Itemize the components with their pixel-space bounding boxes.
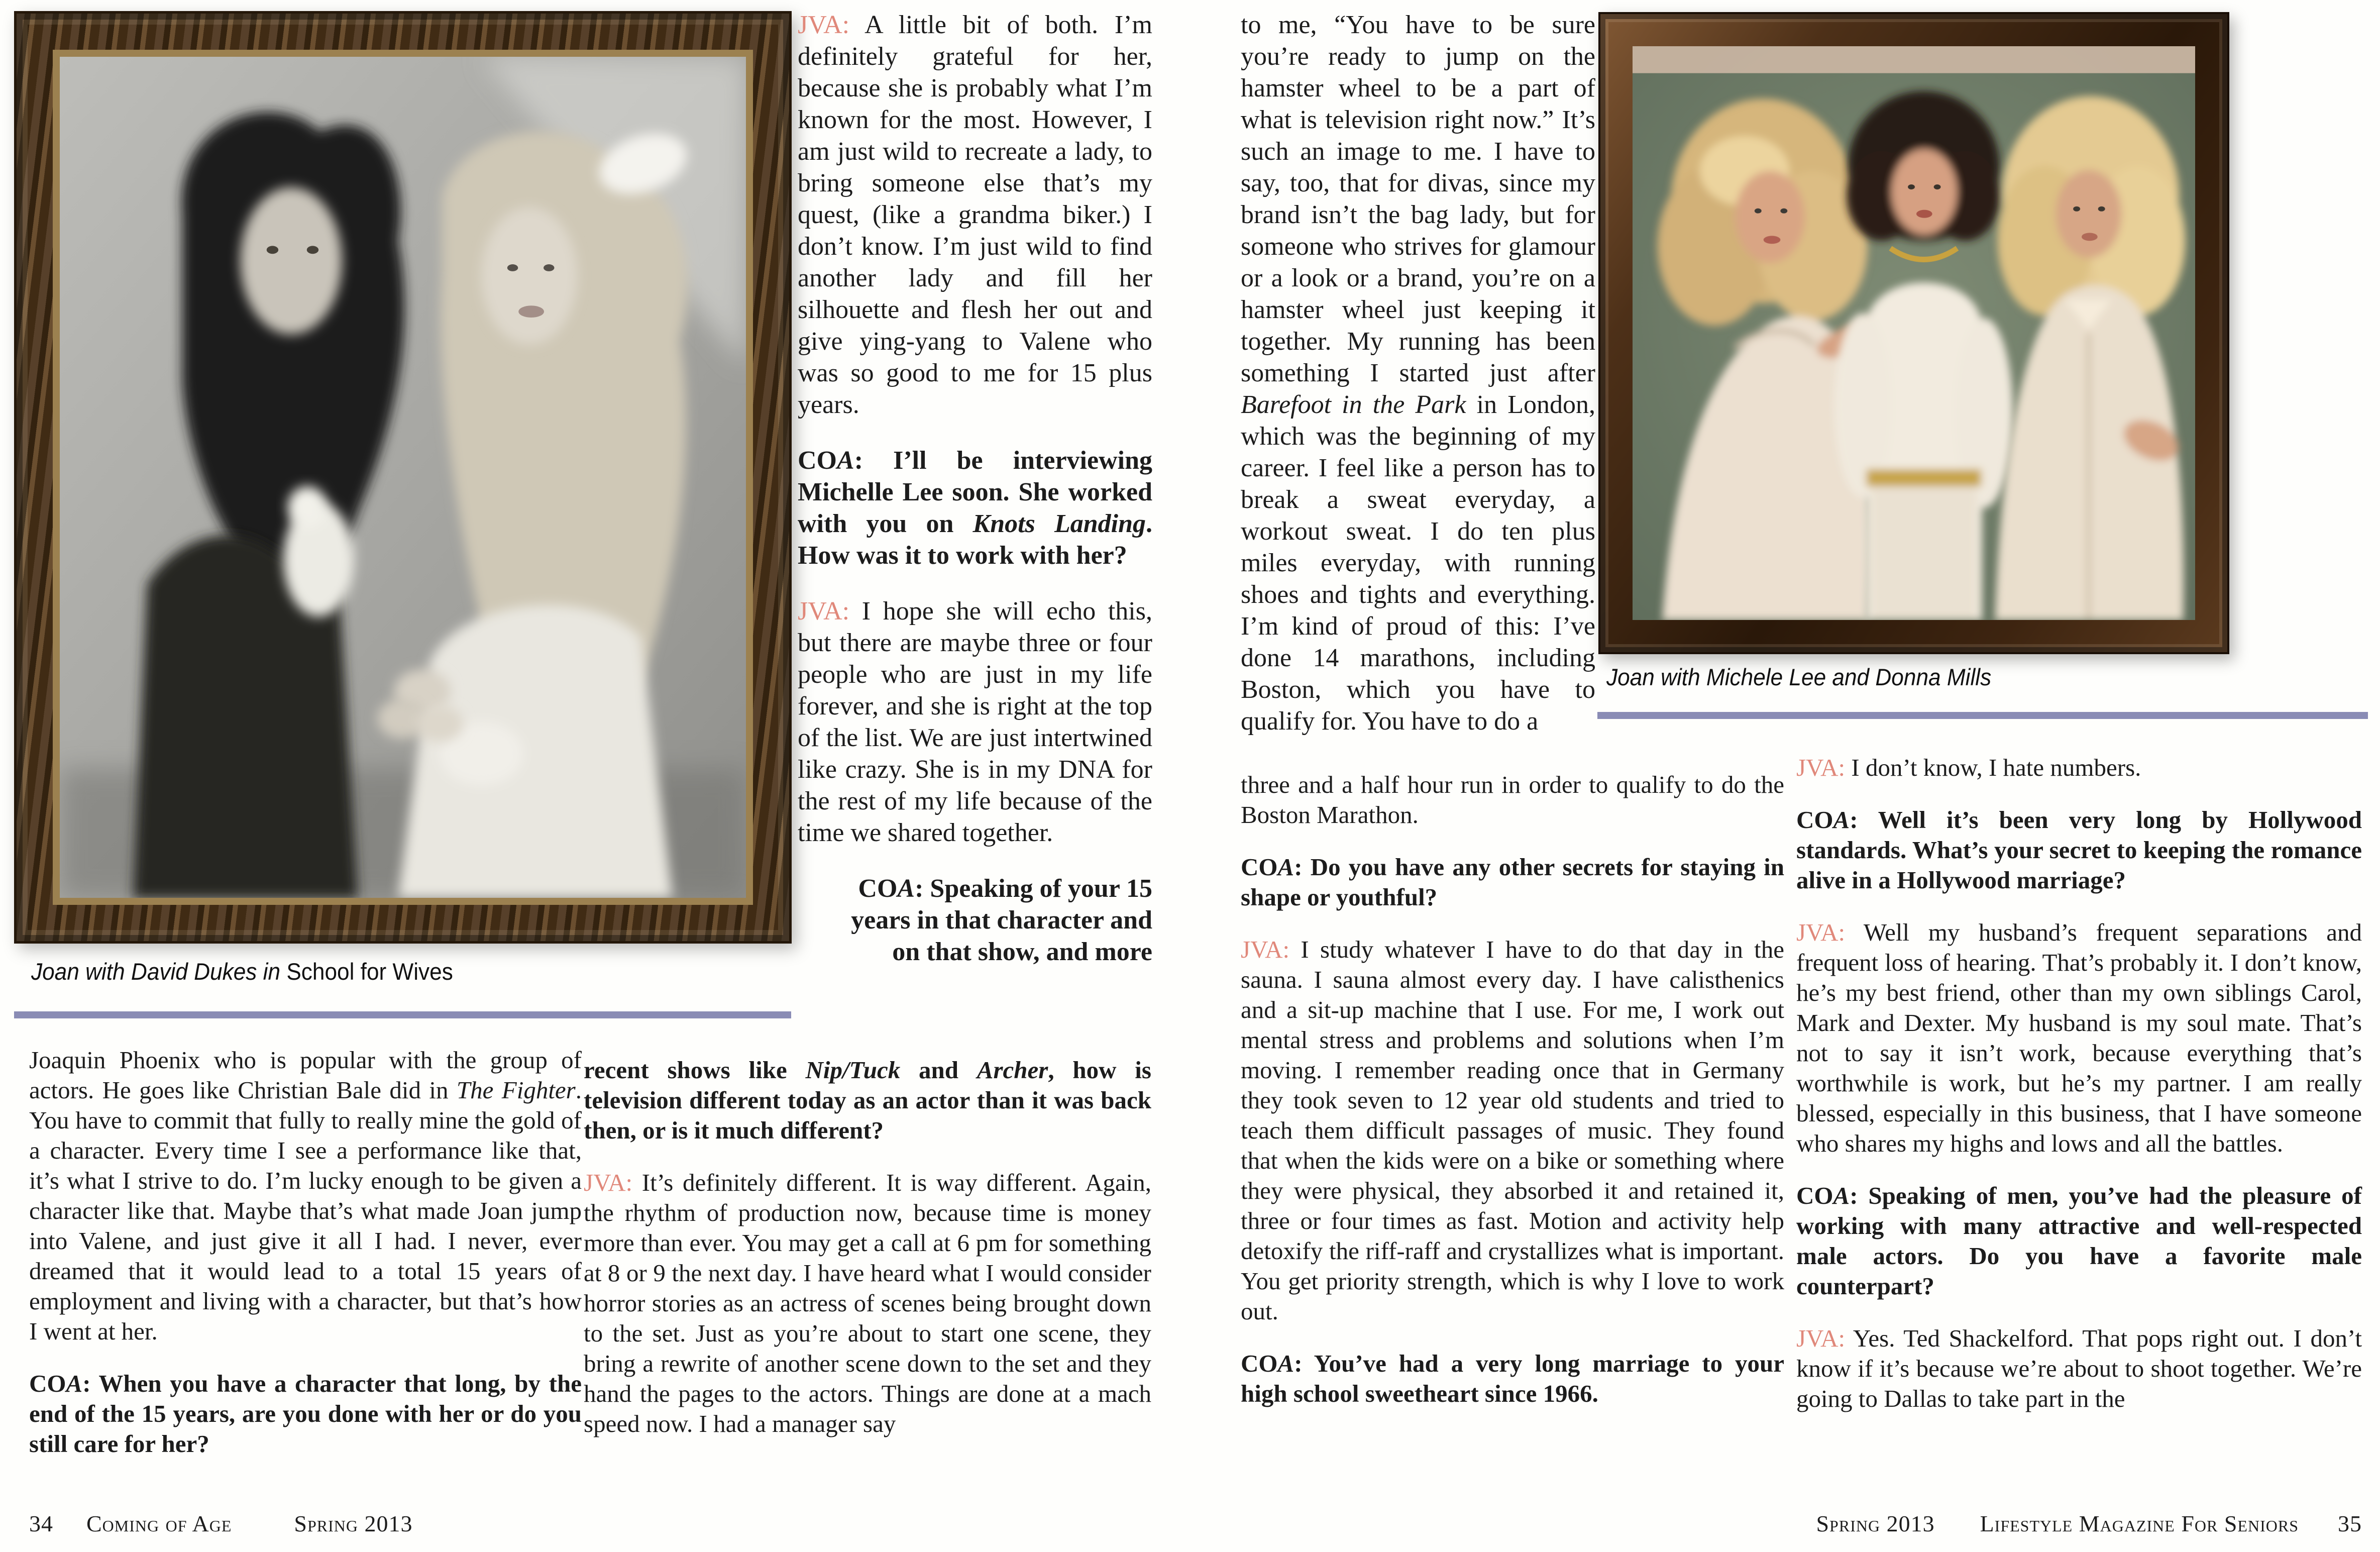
coa-paragraph: COA: Speaking of your 15 years in that character and on that show, and more	[851, 874, 1152, 966]
issue-right: Spring 2013	[1816, 1511, 1935, 1536]
coa-paragraph: COA: Do you have any other secrets for staying in shape or youthful?	[1241, 853, 1784, 911]
speaker-label: JVA:	[798, 597, 850, 626]
speaker-label: JVA:	[1796, 918, 1846, 946]
photo-joan-david-dukes	[53, 50, 753, 905]
coa-paragraph: COA: Well it’s been very long by Hollywood standards. What’s your secret to keeping the romance alive in a Hollywood marriage?	[1796, 806, 2362, 894]
photo-joan-michele-donna	[1633, 46, 2195, 620]
speaker-label: COA:	[1796, 806, 1858, 834]
jva-paragraph: JVA: Well my husband’s frequent separations and frequent loss of hearing. That’s probably it. I don’t know, he’s my best friend, other than my own siblings Carol, Mark and Dexter. My husband is my soul mate. That’s not to say it isn’t work, because everything that’s worthwhile is work, but he’s my partner. I am really blessed, especially in this business, that I have someone who shares my highs and lows and all the battles.	[1796, 918, 2362, 1157]
text-column-1	[29, 1045, 582, 1481]
text-column-2	[798, 9, 1152, 992]
color-photo-illustration	[1633, 46, 2195, 620]
body-paragraph: three and a half hour run in order to qualify to do the Boston Marathon.	[1241, 771, 1784, 829]
speaker-label: JVA:	[1241, 936, 1290, 963]
jva-paragraph: JVA: A little bit of both. I’m definitely grateful for her, because she is probably what I’m known for the most. However, I am just wild to recreate a lady, to bring someone else that’s my quest, (like a grandma biker.) I don’t know. I’m just wild to find another lady and fill her silhouette and flesh her out and give ying-yang to Valene who was so good to me for 15 plus years.	[798, 11, 1152, 419]
magazine-title-left: Coming of Age	[86, 1511, 232, 1536]
speaker-label: JVA:	[1796, 754, 1846, 781]
text-column-3	[1241, 9, 1595, 761]
photo-caption-right: Joan with Michele Lee and Donna Mills	[1606, 664, 1992, 690]
caption-left-regular: School for Wives	[286, 958, 453, 985]
text-column-4	[1796, 753, 2362, 1436]
speaker-label: COA:	[798, 446, 863, 475]
speaker-label: COA:	[1796, 1182, 1858, 1209]
speaker-label: JVA:	[1796, 1324, 1846, 1352]
framed-photo-left	[14, 11, 792, 944]
jva-paragraph: JVA: I study whatever I have to do that day in the sauna. I sauna almost every day. I have calisthenics and a sit-up machine that I use. For me, I work out mental stress and problems and solutions when I’m moving. I remember reading once that in Germany they took seven to 12 year old students and tried to teach them difficult passages of music. They found that when the kids were on a bike or something where they were physical, they absorbed it and retained it, three or four times as fast. Motion and activity help detoxify the riff-raff and crystallizes what is important. You get priority strength, which is why I love to work out.	[1241, 936, 1784, 1325]
jva-paragraph: JVA: It’s definitely different. It is way different. Again, the rhythm of production now, because time is money more than ever. You may get a call at 6 pm for something at 8 or 9 the next day. I have heard what I would consider horror stories as an actress of scenes being brought down to the set. Just as you’re about to start one scene, they bring a rewrite of another scene down to the set and they hand the pages to the actors. Things are done at a mach speed now. I had a manager say	[584, 1169, 1151, 1437]
framed-photo-right	[1598, 12, 2229, 654]
purple-divider-left	[14, 1011, 791, 1018]
speaker-label: COA:	[1241, 853, 1303, 881]
text-column-3-wide	[1241, 770, 1784, 1431]
photo-caption-left	[31, 958, 453, 985]
text-column-2-wide	[584, 1055, 1151, 1461]
footer-right	[1816, 1510, 2362, 1537]
footer-left	[29, 1510, 412, 1537]
coa-paragraph: COA: Speaking of men, you’ve had the pleasure of working with many attractive and well-respected male actors. Do you have a favorite male counterpart?	[1796, 1182, 2362, 1300]
coa-paragraph: COA: I’ll be interviewing Michelle Lee soon. She worked with you on Knots Landing. How was it to work with her?	[798, 446, 1152, 570]
speaker-label: COA:	[1241, 1350, 1303, 1377]
jva-paragraph: JVA: I hope she will echo this, but there are maybe three or four people who are just in my life forever, and she is right at the top of the list. We are just intertwined like crazy. She is in my DNA for the rest of my life because of the time we shared together.	[798, 597, 1152, 847]
coa-paragraph: COA: You’ve had a very long marriage to your high school sweetheart since 1966.	[1241, 1350, 1784, 1407]
body-paragraph: to me, “You have to be sure you’re ready to jump on the hamster wheel to be a part of what is television right now.” It’s such an image to me. I have to say, too, that for divas, since my brand isn’t the bag lady, but for someone who strives for glamour or a look or a brand, you’re on a hamster wheel just keeping it together. My running has been something I started just after Barefoot in the Park in London, which was the beginning of my career. I feel like a person has to break a sweat everyday, a workout sweat. I do ten plus miles everyday, with running shoes and tights and everything. I’m kind of proud of this: I’ve done 14 marathons, including Boston, which you have to qualify for. You have to do a	[1241, 11, 1595, 736]
page-number-35: 35	[2338, 1511, 2362, 1536]
speaker-label: COA:	[858, 874, 924, 903]
jva-paragraph: JVA: Yes. Ted Shackelford. That pops right out. I don’t know if it’s because we’re about to shoot together. We’re going to Dallas to take part in the	[1796, 1324, 2362, 1412]
caption-left-italic: Joan with David Dukes in	[31, 958, 287, 985]
jva-paragraph: JVA: I don’t know, I hate numbers.	[1796, 754, 2141, 781]
bw-photo-illustration	[60, 57, 746, 898]
body-paragraph: Joaquin Phoenix who is popular with the group of actors. He goes like Christian Bale did in The Fighter. You have to commit that fully to really mine the gold of a character. Every time I see a performance like that, it’s what I strive to do. I’m lucky enough to be given a character like that. Maybe that’s what made Joan jump into Valene, and just give it all I had. I never, ever dreamed that it would lead to a total 15 years of employment and living with a character, but that’s how I went at her.	[29, 1046, 582, 1345]
magazine-title-right: Lifestyle Magazine For Seniors	[1980, 1511, 2299, 1536]
issue-left: Spring 2013	[294, 1511, 413, 1536]
page-number-34: 34	[29, 1511, 53, 1536]
purple-divider-right	[1597, 712, 2368, 719]
speaker-label: JVA:	[584, 1169, 633, 1196]
speaker-label: COA:	[29, 1370, 91, 1397]
body-paragraph: recent shows like Nip/Tuck and Archer, how is television different today as an actor than it was back then, or is it much different?	[584, 1056, 1151, 1144]
coa-paragraph: COA: When you have a character that long, by the end of the 15 years, are you done with her or do you still care for her?	[29, 1370, 582, 1458]
speaker-label: JVA:	[798, 11, 850, 39]
